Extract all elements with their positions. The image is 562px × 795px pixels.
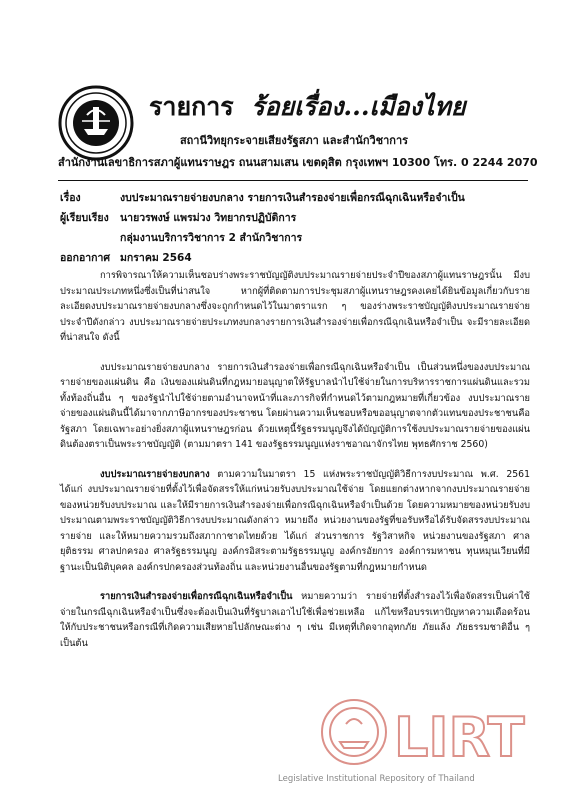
group-row — [60, 227, 530, 247]
paragraph-4-lead: รายการเงินสำรองจ่ายเพื่อกรณีฉุกเฉินหรือจำเป็น — [100, 591, 293, 602]
program-title-prefix: รายการ — [149, 92, 234, 121]
document-body — [60, 268, 530, 665]
lirt-watermark-logo — [318, 690, 530, 775]
program-title-name: ร้อยเรื่อง...เมืองไทย — [251, 92, 466, 121]
program-title — [149, 87, 465, 127]
author-value: นายวรพงษ์ แพรม่วง วิทยากรปฏิบัติการ — [120, 211, 297, 224]
paragraph-4 — [60, 589, 530, 651]
subject-value: งบประมาณรายจ่ายงบกลาง รายการเงินสำรองจ่ายเพื่อกรณีฉุกเฉินหรือจำเป็น — [120, 191, 465, 204]
airdate-row — [60, 247, 530, 267]
author-row — [60, 207, 530, 227]
header-divider — [58, 180, 528, 181]
parliament-emblem-icon — [58, 85, 134, 161]
address-line: สำนักงานเลขาธิการสภาผู้แทนราษฎร ถนนสามเสน เขตดุสิต กรุงเทพฯ 10300 โทร. 0 2244 2070 — [58, 156, 538, 169]
paragraph-2: งบประมาณรายจ่ายงบกลาง รายการเงินสำรองจ่ายเพื่อกรณีฉุกเฉินหรือจำเป็น เป็นส่วนหนึ่งของงบประมาณรายจ่ายของแผ่นดิน คือ เงินของแผ่นดินที่กฎหมายอนุญาตให้รัฐบาลนำไปใช้จ่ายในการบริหารราชการแผ่นดินและรวมทั้งท้องถิ่นอื่น ๆ ของรัฐนำไปใช้จ่ายตามอำนาจหน้าที่และภารกิจที่กำหนดไว้ตามกฎหมายที่เกี่ยวข้อง งบประมาณรายจ่ายของแผ่นดินนี้ได้มาจากภาษีอากรของประชาชน โดยผ่านความเห็นชอบหรือขออนุญาตจากตัวแทนของประชาชนคือรัฐสภา โดยเฉพาะอย่างยิ่งสภาผู้แทนราษฎรก่อน ด้วยเหตุนี้รัฐธรรมนูญจึงได้บัญญัติการใช้งบประมาณรายจ่ายของแผ่นดินต้องตราเป็นพระราชบัญญัติ (ตามมาตรา 141 ของรัฐธรรมนูญแห่งราชอาณาจักรไทย พุทธศักราช 2560) — [60, 361, 530, 450]
agency-line: สถานีวิทยุกระจายเสียงรัฐสภา และสำนักวิชาการ — [179, 134, 409, 147]
subject-label: เรื่อง — [60, 191, 81, 204]
paragraph-3-lead: งบประมาณรายจ่ายงบกลาง — [100, 468, 210, 480]
paragraph-3-text: ตามความในมาตรา 15 แห่งพระราชบัญญัติวิธีการงบประมาณ พ.ศ. 2561 ได้แก่ งบประมาณรายจ่ายที่ตั้งไว้เพื่อจัดสรรให้แก่หน่วยรับงบประมาณใช้จ่าย โดยแยกต่างหากจากงบประมาณรายจ่ายของหน่วยรับงบประมาณ และให้มีรายการเงินสำรองจ่ายเพื่อกรณีฉุกเฉินหรือจำเป็นด้วย โดยความหมายของหน่วยรับงบประมาณตามพระราชบัญญัติวิธีการงบประมาณดังกล่าว หมายถึง หน่วยงานของรัฐที่ขอรับหรือได้รับจัดสรรงบประมาณรายจ่าย และให้หมายความรวมถึงสภากาชาดไทยด้วย ได้แก่ ส่วนราชการ รัฐวิสาหกิจ หน่วยงานของรัฐสภา ศาลยุติธรรม ศาลปกครอง ศาลรัฐธรรมนูญ องค์กรอิสระตามรัฐธรรมนูญ องค์กรอัยการ องค์การมหาชน ทุนหมุนเวียนที่มีฐานะเป็นนิติบุคคล องค์กรปกครองส่วนท้องถิ่น และหน่วยงานอื่นของรัฐตามที่กฎหมายกำหนด — [60, 468, 530, 573]
document-meta — [60, 187, 530, 267]
paragraph-3 — [60, 467, 530, 576]
group-value: กลุ่มงานบริการวิชาการ 2 สำนักวิชาการ — [120, 231, 303, 244]
airdate-label: ออกอากาศ — [60, 251, 111, 264]
subject-row — [60, 187, 530, 207]
document-header — [58, 85, 538, 183]
lirt-watermark-text: LIRT — [394, 706, 525, 769]
paragraph-4-text: หมายความว่า รายจ่ายที่ตั้งสำรองไว้เพื่อจัดสรรเป็นค่าใช้จ่ายในกรณีฉุกเฉินหรือจำเป็นซึ่งจะต้องเป็นเงินที่รัฐบาลเอาไปใช้เพื่อช่วยเหลือ แก้ไขหรือบรรเทาปัญหาความเดือดร้อนให้กับประชาชนหรือกรณีที่เกิดความเสียหายไปลักษณะต่าง ๆ เช่น มีเหตุที่เกิดจากอุทกภัย ภัยแล้ง ภัยธรรมชาติอื่น ๆ เป็นต้น — [60, 591, 530, 649]
paragraph-1: การพิจารณาให้ความเห็นชอบร่างพระราชบัญญัติงบประมาณรายจ่ายประจำปีของสภาผู้แทนราษฎรนั้น มีงบประมาณประเภทหนึ่งซึ่งเป็นที่น่าสนใจ หากผู้ที่ติดตามการประชุมสภาผู้แทนราษฎรคงเคยได้ยินข้อมูลเกี่ยวกับรายละเอียดงบประมาณรายจ่ายงบกลางซึ่งจะถูกกำหนดไว้ในมาตราแรก ๆ ของร่างพระราชบัญญัติงบประมาณรายจ่ายประจำปีดังกล่าว งบประมาณรายจ่ายประเภทงบกลางรายการเงินสำรองจ่ายเพื่อกรณีฉุกเฉินหรือจำเป็น จะมีรายละเอียดที่น่าสนใจ ดังนี้ — [60, 270, 530, 343]
watermark-caption: Legislative Institutional Repository of Thailand — [278, 774, 475, 784]
airdate-value: มกราคม 2564 — [120, 251, 192, 264]
author-label: ผู้เรียบเรียง — [60, 211, 109, 224]
